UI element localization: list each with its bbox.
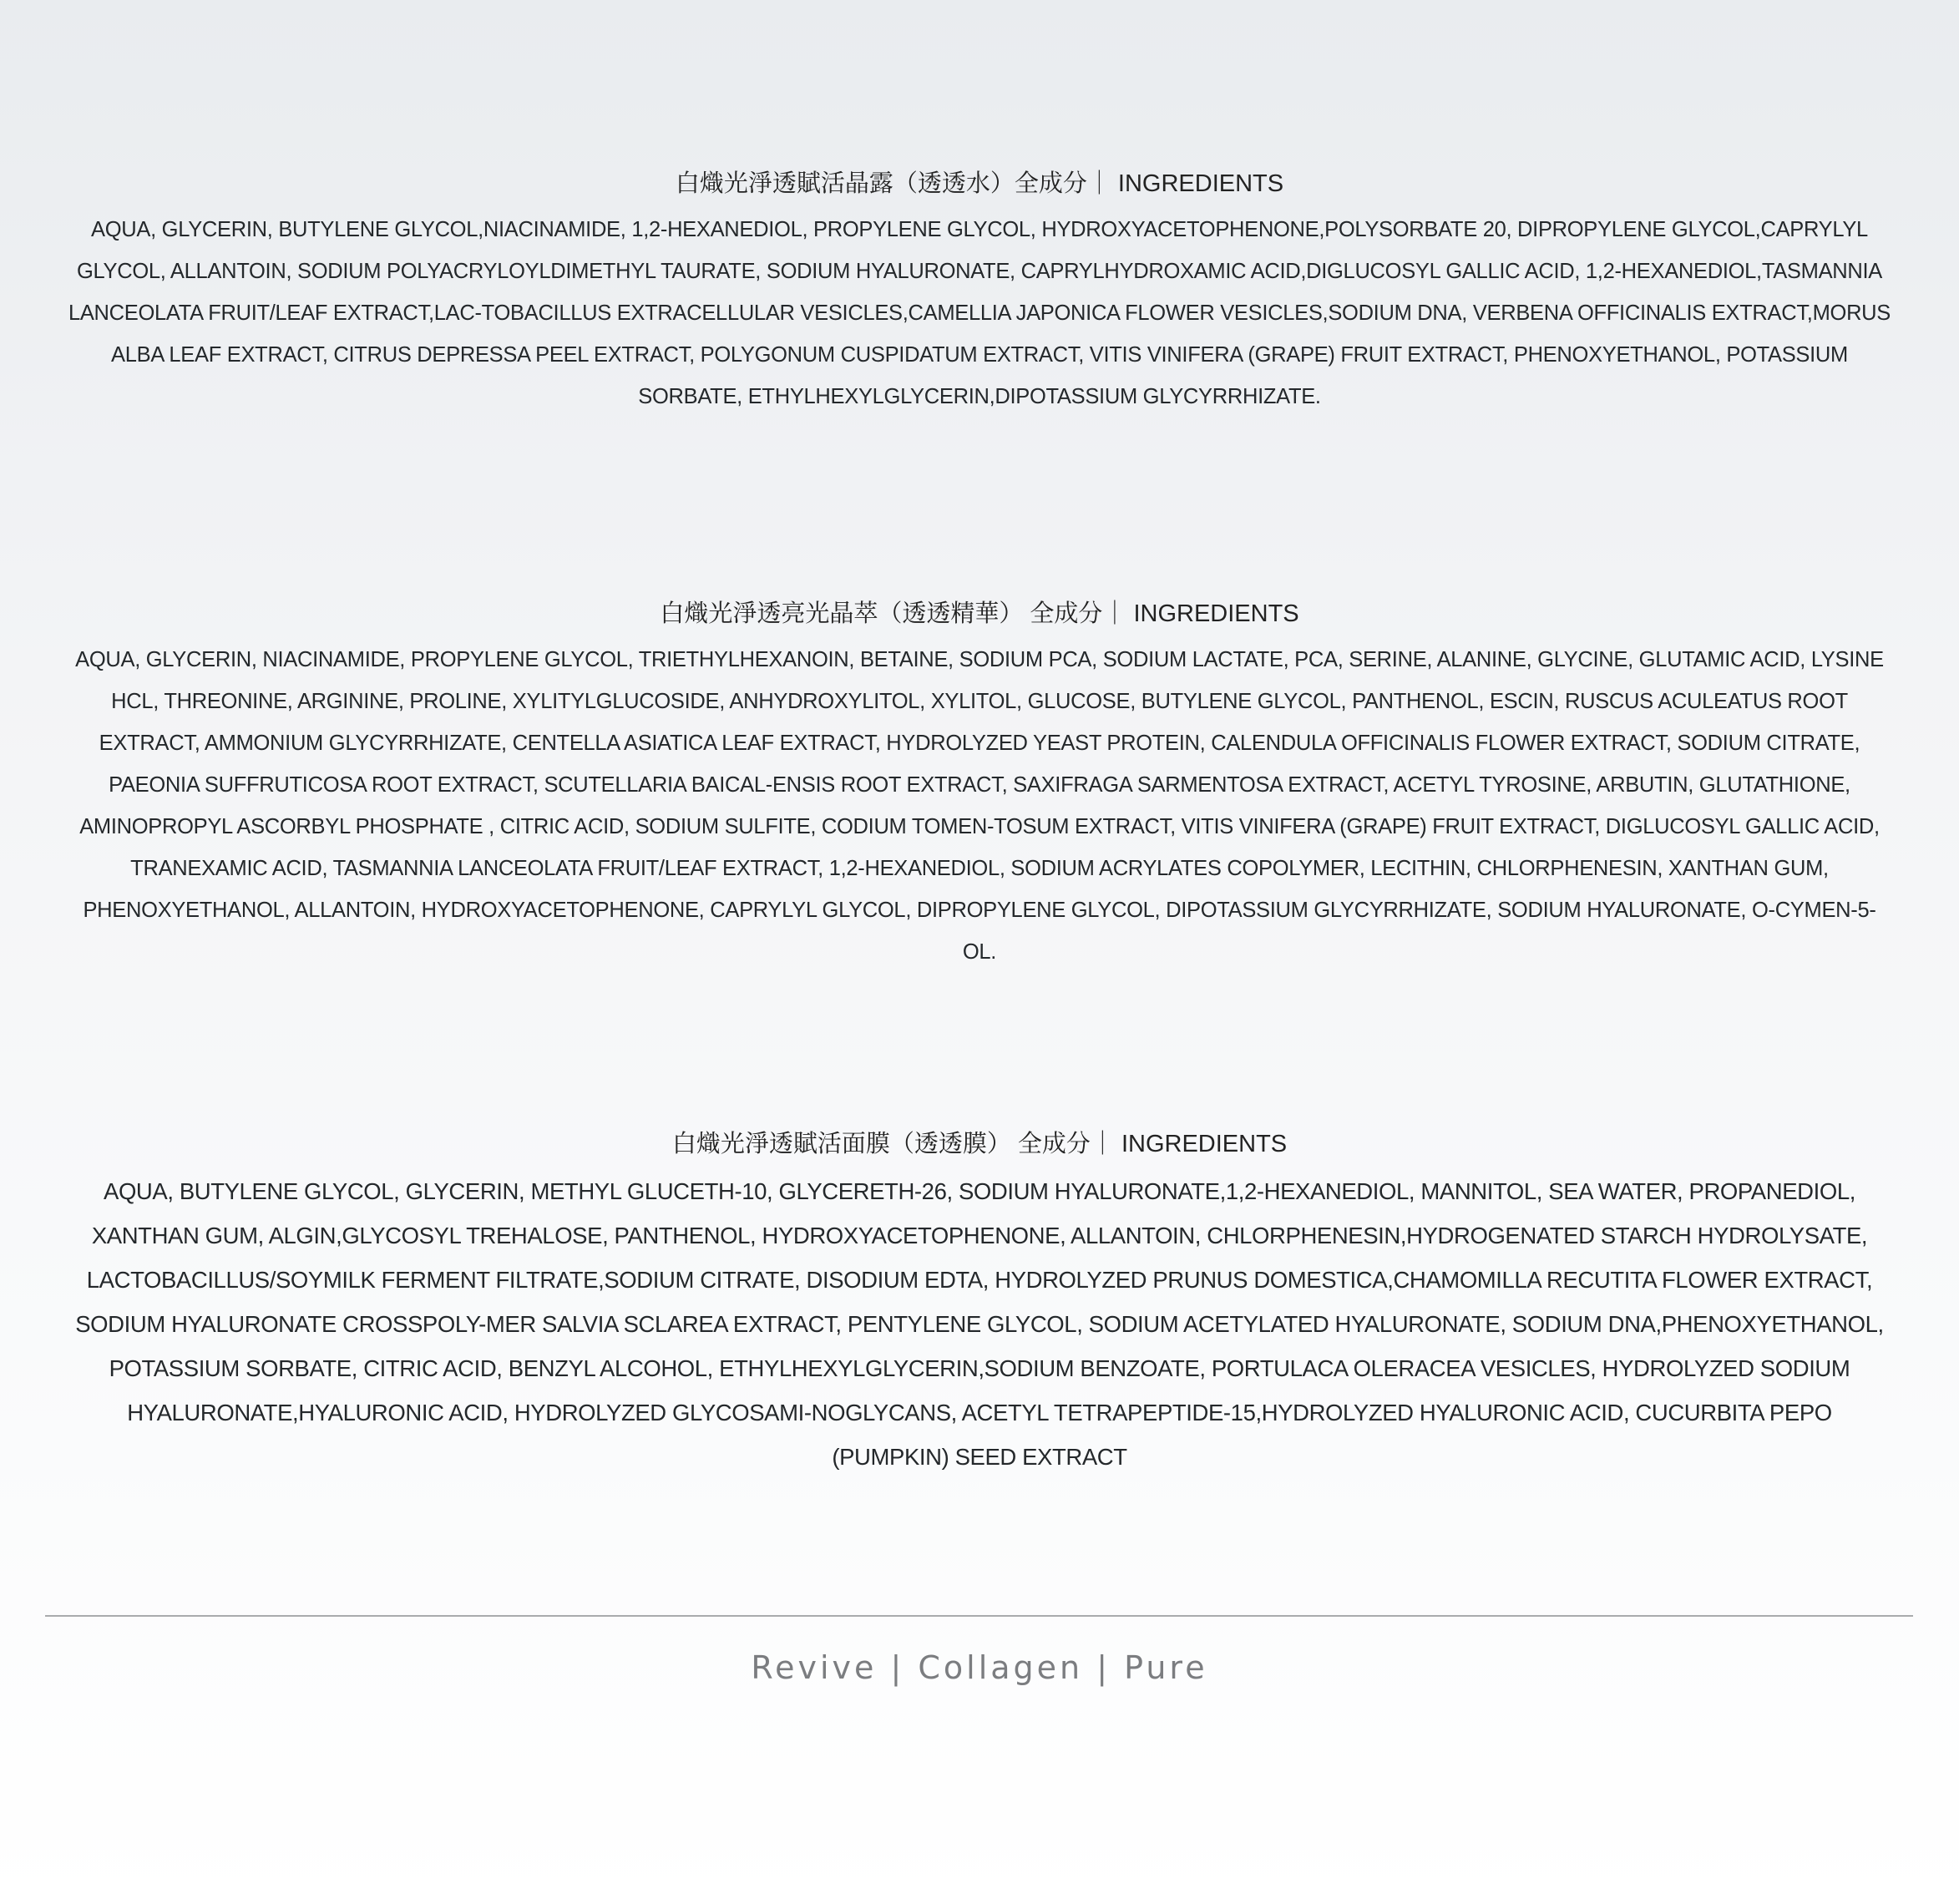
ingredients-list: AQUA, BUTYLENE GLYCOL, GLYCERIN, METHYL GLUCETH-10, GLYCERETH-26, SODIUM HYALURONATE,1,2-HEXANEDIOL, MANNITOL, SEA WATER, PROPANEDIOL, XANTHAN GUM, ALGIN,GLYCOSYL TREHALOSE, PANTHENOL, HYDROXYACETOPHENONE, ALLANTOIN, CHLORPHENESIN,HYDROGENATED STARCH HYDROLYSATE, LACTOBACILLUS/SOYMILK FERMENT FILTRATE,SODIUM CITRATE, DISODIUM EDTA, HYDROLYZED PRUNUS DOMESTICA,CHAMOMILLA RECUTITA FLOWER EXTRACT, SODIUM HYALURONATE CROSSPOLY-MER SALVIA SCLAREA EXTRACT, PENTYLENE GLYCOL, SODIUM ACETYLATED HYALURONATE, SODIUM DNA,PHENOXYETHANOL, POTASSIUM SORBATE, CITRIC ACID, BENZYL ALCOHOL, ETHYLHEXYLGLYCERIN,SODIUM BENZOATE, PORTULACA OLERACEA VESICLES, HYDROLYZED SODIUM HYALURONATE,HYALURONIC ACID, HYDROLYZED GLYCOSAMI-NOGLYCANS, ACETYL TETRAPEPTIDE-15,HYDROLYZED HYALURONIC ACID, CUCURBITA PEPO (PUMPKIN) SEED EXTRACT — [75, 1178, 1884, 1470]
ingredients-list: AQUA, GLYCERIN, NIACINAMIDE, PROPYLENE GLYCOL, TRIETHYLHEXANOIN, BETAINE, SODIUM PCA, SODIUM LACTATE, PCA, SERINE, ALANINE, GLYCINE, GLUTAMIC ACID, LYSINE HCL, THREONINE, ARGININE, PROLINE, XYLITYLGLUCOSIDE, ANHYDROXYLITOL, XYLITOL, GLUCOSE, BUTYLENE GLYCOL, PANTHENOL, ESCIN, RUSCUS ACULEATUS ROOT EXTRACT, AMMONIUM GLYCYRRHIZATE, CENTELLA ASIATICA LEAF EXTRACT, HYDROLYZED YEAST PROTEIN, CALENDULA OFFICINALIS FLOWER EXTRACT, SODIUM CITRATE, PAEONIA SUFFRUTICOSA ROOT EXTRACT, SCUTELLARIA BAICAL-ENSIS ROOT EXTRACT, SAXIFRAGA SARMENTOSA EXTRACT, ACETYL TYROSINE, ARBUTIN, GLUTATHIONE, AMINOPROPYL ASCORBYL PHOSPHATE , CITRIC ACID, SODIUM SULFITE, CODIUM TOMEN-TOSUM EXTRACT, VITIS VINIFERA (GRAPE) FRUIT EXTRACT, DIGLUCOSYL GALLIC ACID, TRANEXAMIC ACID, TASMANNIA LANCEOLATA FRUIT/LEAF EXTRACT, 1,2-HEXANEDIOL, SODIUM ACRYLATES COPOLYMER, LECITHIN, CHLORPHENESIN, XANTHAN GUM, PHENOXYETHANOL, ALLANTOIN, HYDROXYACETOPHENONE, CAPRYLYL GLYCOL, DIPROPYLENE GLYCOL, DIPOTASSIUM GLYCYRRHIZATE, SODIUM HYALURONATE, O-CYMEN-5-OL. — [75, 648, 1884, 964]
footer-divider — [45, 1615, 1913, 1617]
ingredients-section-serum — [67, 597, 1892, 973]
section-title: 白熾光淨透賦活面膜（透透膜） 全成分｜ INGREDIENTS — [671, 1131, 1288, 1157]
ingredients-section-mask — [67, 1127, 1892, 1479]
brand-tagline: Revive | Collagen | Pure — [751, 1649, 1208, 1686]
ingredients-section-toner — [67, 167, 1892, 418]
section-title: 白熾光淨透亮光晶萃（透透精華） 全成分｜ INGREDIENTS — [660, 600, 1299, 627]
section-title: 白熾光淨透賦活晶露（透透水）全成分｜ INGREDIENTS — [675, 170, 1284, 197]
ingredients-list: AQUA, GLYCERIN, BUTYLENE GLYCOL,NIACINAMIDE, 1,2-HEXANEDIOL, PROPYLENE GLYCOL, HYDROXYACETOPHENONE,POLYSORBATE 20, DIPROPYLENE GLYCOL,CAPRYLYL GLYCOL, ALLANTOIN, SODIUM POLYACRYLOYLDIMETHYL TAURATE, SODIUM HYALURONATE, CAPRYLHYDROXAMIC ACID,DIGLUCOSYL GALLIC ACID, 1,2-HEXANEDIOL,TASMANNIA LANCEOLATA FRUIT/LEAF EXTRACT,LAC-TOBACILLUS EXTRACELLULAR VESICLES,CAMELLIA JAPONICA FLOWER VESICLES,SODIUM DNA, VERBENA OFFICINALIS EXTRACT,MORUS ALBA LEAF EXTRACT, CITRUS DEPRESSA PEEL EXTRACT, POLYGONUM CUSPIDATUM EXTRACT, VITIS VINIFERA (GRAPE) FRUIT EXTRACT, PHENOXYETHANOL, POTASSIUM SORBATE, ETHYLHEXYLGLYCERIN,DIPOTASSIUM GLYCYRRHIZATE. — [68, 218, 1891, 408]
